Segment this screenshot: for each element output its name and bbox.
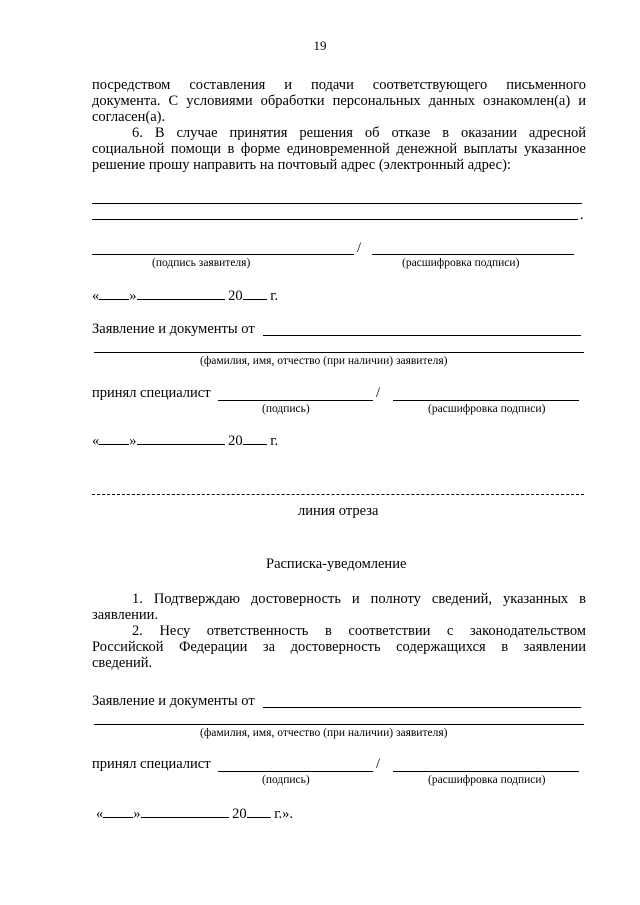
receipt-docs-from-field[interactable] (263, 707, 581, 708)
text-line: 2. Несу ответственность в соответствии с законодательством (132, 623, 586, 639)
date-open-quote: « (92, 433, 100, 449)
applicant-signature-decode-field[interactable] (372, 254, 574, 255)
applicant-fio-caption: (фамилия, имя, отчество (при наличии) заявителя) (200, 355, 448, 367)
receipt-applicant-fio-field[interactable] (94, 724, 584, 725)
date-month-field[interactable] (137, 287, 225, 300)
docs-from-label: Заявление и документы от (92, 321, 255, 337)
date-year-prefix: 20 (228, 288, 243, 304)
receipt-specialist-slash: / (376, 756, 381, 772)
text-line: согласен(а). (92, 109, 166, 125)
cut-line (92, 494, 584, 495)
text-line: заявлении. (92, 607, 159, 623)
signature-slash: / (357, 240, 362, 256)
text-line: 6. В случае принятия решения об отказе в оказании адресной (132, 125, 586, 141)
receipt-paragraph (92, 591, 586, 671)
receipt-docs-from-label: Заявление и документы от (92, 693, 255, 709)
date-year-suffix: г. (270, 288, 279, 304)
date-year-field[interactable] (243, 432, 267, 445)
applicant-decode-caption: (расшифровка подписи) (402, 257, 520, 269)
applicant-fio-field[interactable] (94, 352, 584, 353)
date-year-field[interactable] (247, 805, 271, 818)
specialist-decode-caption: (расшифровка подписи) (428, 403, 546, 415)
text-line: посредством составления и подачи соответствующего письменного (92, 77, 586, 93)
applicant-signature-caption: (подпись заявителя) (152, 257, 251, 269)
date-year-field[interactable] (243, 287, 267, 300)
page-number: 19 (313, 38, 327, 53)
specialist-label: принял специалист (92, 385, 211, 401)
paragraph-consent (92, 77, 586, 173)
text-line: социальной помощи в форме единовременной денежной выплаты указанное (92, 141, 586, 157)
receipt-specialist-decode-field[interactable] (393, 771, 579, 772)
receipt-specialist-signature-field[interactable] (218, 771, 373, 772)
date-open-quote: « (92, 288, 100, 304)
date-day-field[interactable] (103, 805, 133, 818)
date-year-suffix: г.». (274, 806, 294, 822)
date-close-quote: » (129, 288, 137, 304)
address-field-line-1[interactable] (92, 203, 582, 204)
receipt-applicant-fio-caption: (фамилия, имя, отчество (при наличии) заявителя) (200, 727, 448, 739)
address-field-line-2[interactable] (92, 219, 578, 220)
text-line: Российской Федерации за достоверность содержащихся в заявлении (92, 639, 586, 655)
date-field (92, 432, 278, 450)
date-year-prefix: 20 (228, 433, 243, 449)
date-year-suffix: г. (270, 433, 279, 449)
receipt-title: Расписка-уведомление (266, 556, 407, 572)
receipt-date-field (96, 805, 293, 823)
date-year-prefix: 20 (232, 806, 247, 822)
text-line: решение прошу направить на почтовый адрес (электронный адрес): (92, 157, 511, 173)
receipt-specialist-decode-caption: (расшифровка подписи) (428, 774, 546, 786)
specialist-slash: / (376, 385, 381, 401)
applicant-signature-field[interactable] (92, 254, 354, 255)
text-line: сведений. (92, 655, 153, 671)
cut-line-label: линия отреза (298, 503, 379, 519)
date-field (92, 287, 278, 305)
date-day-field[interactable] (99, 432, 129, 445)
specialist-decode-field[interactable] (393, 400, 579, 401)
date-open-quote: « (96, 806, 104, 822)
specialist-sign-caption: (подпись) (262, 403, 310, 415)
date-close-quote: » (133, 806, 141, 822)
specialist-signature-field[interactable] (218, 400, 373, 401)
date-day-field[interactable] (99, 287, 129, 300)
date-close-quote: » (129, 433, 137, 449)
docs-from-field[interactable] (263, 335, 581, 336)
text-line: 1. Подтверждаю достоверность и полноту сведений, указанных в (132, 591, 586, 607)
date-month-field[interactable] (137, 432, 225, 445)
receipt-specialist-label: принял специалист (92, 756, 211, 772)
date-month-field[interactable] (141, 805, 229, 818)
receipt-specialist-sign-caption: (подпись) (262, 774, 310, 786)
address-line-end: . (580, 207, 584, 223)
text-line: документа. С условиями обработки персональных данных ознакомлен(а) и (92, 93, 586, 109)
